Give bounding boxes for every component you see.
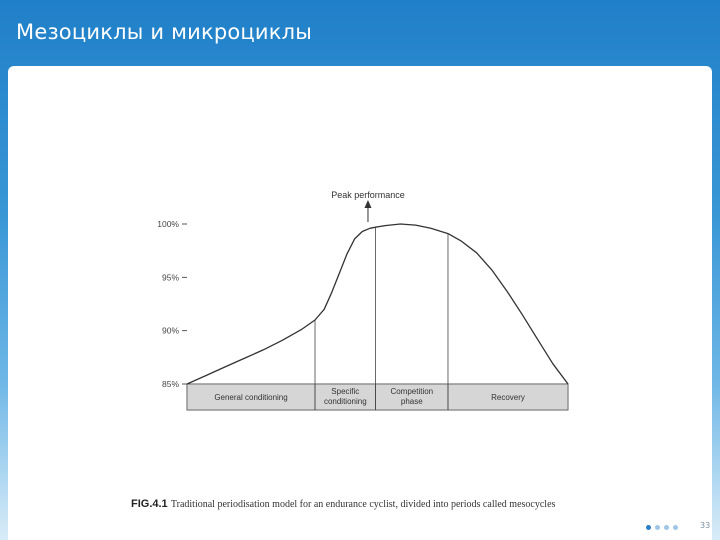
y-tick-label: 100% [157,219,179,229]
y-tick-label: 85% [161,379,179,389]
slide-title: Мезоциклы и микроциклы [16,20,313,44]
slide-nav-dots [646,525,678,530]
nav-dot[interactable] [673,525,678,530]
periodisation-chart [8,66,712,540]
figure-label: FIG.4.1 [131,498,168,510]
peak-arrow-head [364,200,371,208]
phase-label: General conditioning [214,393,288,402]
y-tick-label: 90% [161,325,179,336]
performance-curve [187,224,568,384]
phase-label: Specific conditioning [323,387,367,406]
y-tick-label: 95% [161,272,179,283]
phase-label: Recovery [491,393,525,402]
nav-dot[interactable] [655,525,660,530]
figure-caption [131,498,555,510]
figure-caption-text: Traditional periodisation model for an endurance cyclist, divided into periods called mesocycles [170,499,556,510]
nav-dot[interactable] [664,525,669,530]
phase-label: Competition phase [390,387,434,406]
nav-dot[interactable] [646,525,651,530]
content-panel [8,66,712,540]
page-number: 33 [700,521,711,530]
peak-annotation: Peak performance [331,190,405,200]
